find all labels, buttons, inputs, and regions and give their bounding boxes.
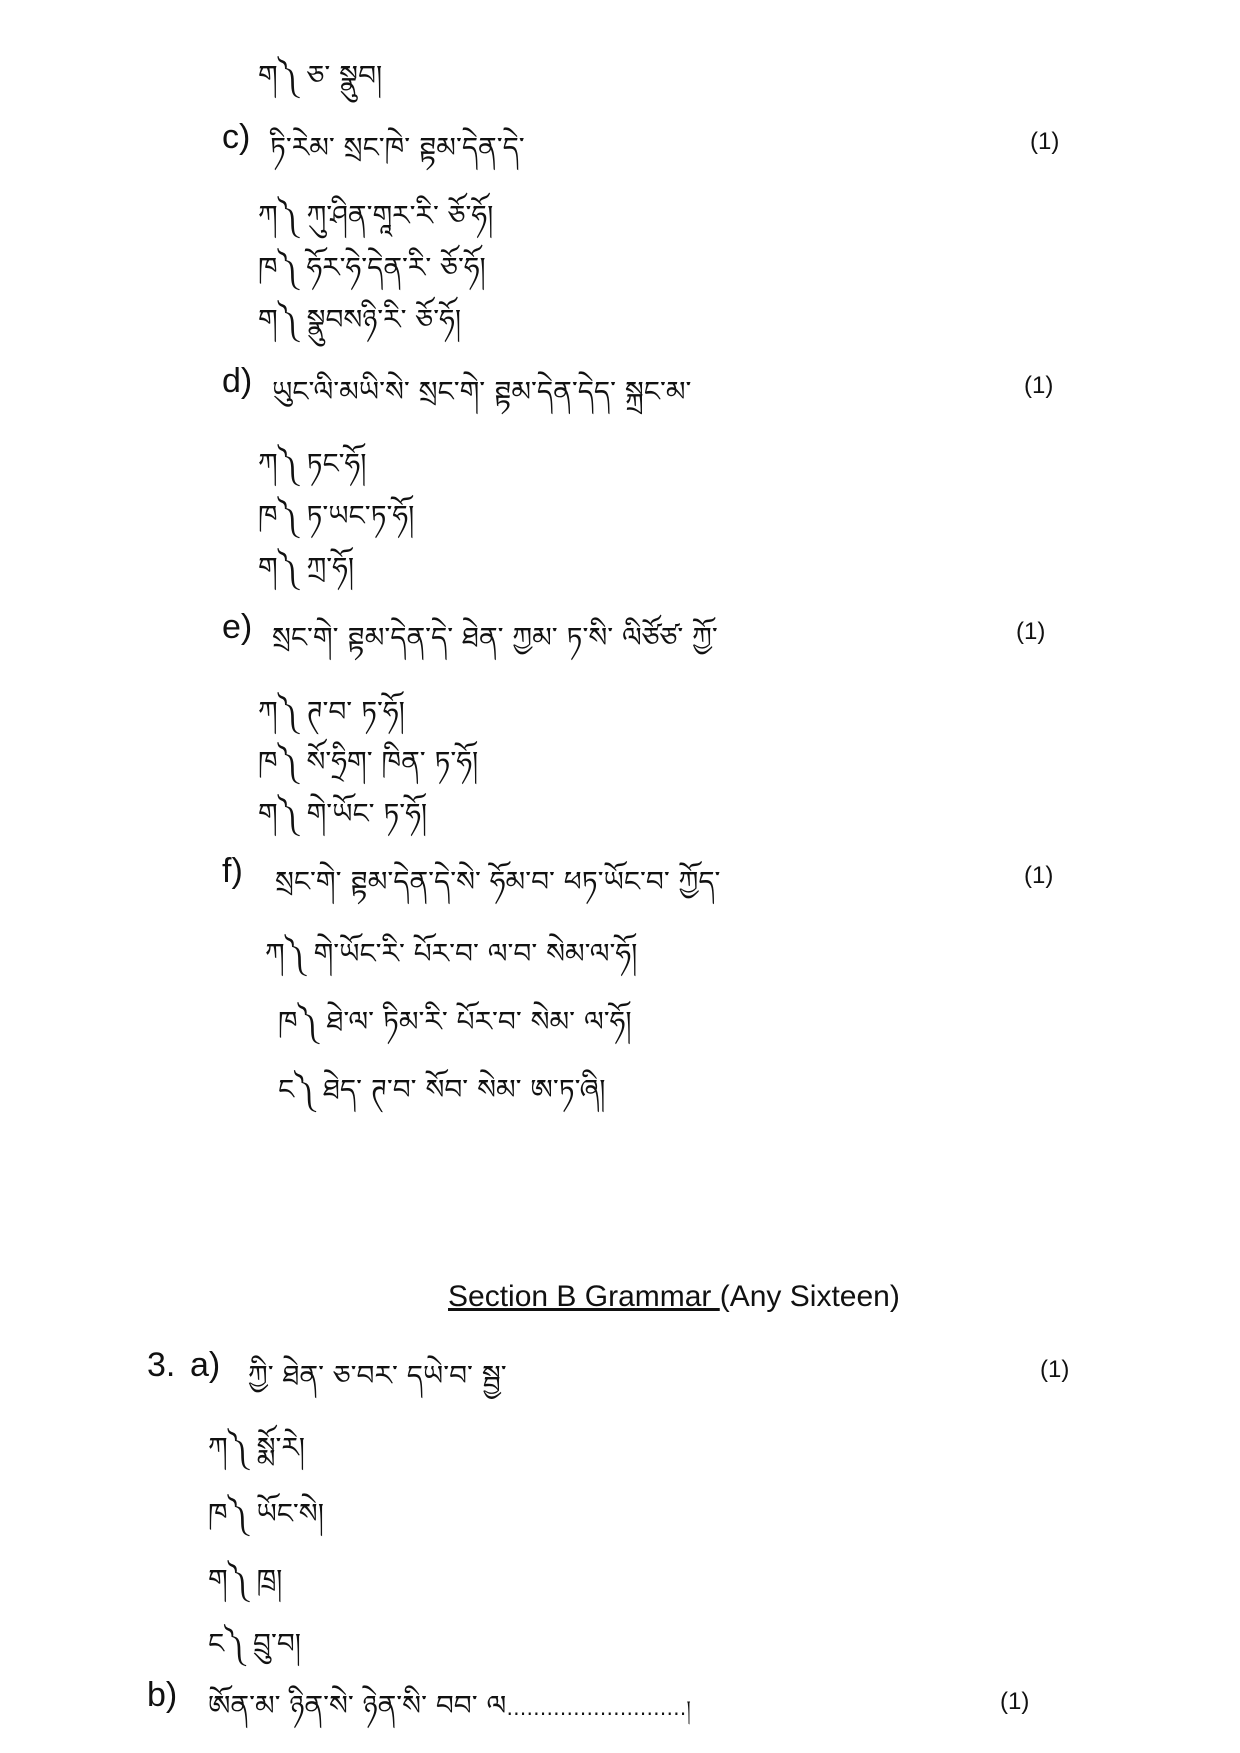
- question-b-text: [208, 1674, 691, 1753]
- question-number: 3.: [147, 1346, 176, 1384]
- option-kha: ཁ༽ ཡོང་སེ།: [208, 1497, 324, 1530]
- option-kha: ཁ༽ ཧོར་ཧེ་དེན་རི་ ཅོ་ཧོ།: [258, 251, 486, 284]
- question-a-text: ཀྱི་ ཐེན་ ཅ་བར་ དཡེ་བ་ སྦྱ་: [248, 1359, 507, 1392]
- question-d-text: ཡུང་ལི་མཡི་སེ་ སྲང་གེ་ ཊྟམ་དེན་དེད་ སྐྲང་མ་: [272, 375, 692, 408]
- question-c-text: ཏི་རེམ་ སྲང་ཁེ་ ཊྟམ་དེན་དེ་: [270, 131, 525, 164]
- question-f-marks: (1): [1024, 862, 1054, 889]
- question-a-marks: (1): [1040, 1356, 1070, 1383]
- question-label-e: e): [222, 608, 253, 646]
- question-c-marks: (1): [1030, 128, 1060, 155]
- option-ga: ག༽ ཅ་ སྣུབ།: [258, 59, 383, 92]
- answer-blank: ………………………།: [506, 1696, 691, 1720]
- question-label-b: b): [147, 1676, 178, 1714]
- section-title: Section B Grammar: [448, 1280, 720, 1313]
- option-kha: ཁ༽ སོ་ཧྲིག་ ཁིན་ ཏ་ཧོ།: [258, 745, 479, 778]
- option-ga: ག༽ ཁྲ།: [208, 1563, 283, 1596]
- question-label-f: f): [222, 852, 243, 890]
- question-label-c: c): [222, 118, 251, 156]
- question-b-stem: ཨོན་མ་ ཉིན་སེ་ ཉེན་སི་ བབ་ ལ: [208, 1689, 507, 1722]
- option-ga: ག༽ སྣུབསཉི་རི་ ཅོ་ཧོ།: [258, 303, 462, 336]
- option-ga: ག༽ གེ་ཡོང་ ཏ་ཧོ།: [258, 797, 428, 830]
- question-e-marks: (1): [1016, 618, 1046, 645]
- option-ga: ག༽ ཀྲ་ཧོ།: [258, 551, 355, 584]
- question-e-text: སྲང་གེ་ ཊྟམ་དེན་དེ་ ཐེན་ ཀྱམ་ ཏ་སི་ ལིཙོཙ་ ཀྱོ་: [272, 621, 718, 654]
- option-ka: ཀ༽ ཊ་བ་ ཏ་ཧོ།: [258, 695, 405, 728]
- option-ka: ཀ༽ གེ་ཡོང་རི་ པོར་བ་ ལ་བ་ སེམ་ལ་ཧོ།: [265, 937, 638, 970]
- option-ka: ཀ༽ ཏང་ཧོ།: [258, 447, 367, 480]
- option-ka: ཀ༽ ཀུ་ཤིན་གཱར་རི་ ཅོ་ཧོ།: [258, 199, 494, 232]
- section-subtitle: (Any Sixteen): [719, 1280, 900, 1313]
- question-label-d: d): [222, 362, 253, 400]
- option-ka: ཀ༽ སྨོ་རེ།: [208, 1431, 306, 1464]
- option-kha: ཁ༽ ཐེ་ལ་ ཏིམ་རི་ པོར་བ་ སེམ་ ལ་ཧོ།: [278, 1005, 632, 1038]
- question-f-text: སྲང་གེ་ ཊྟམ་དེན་དེ་སེ་ ཧོམ་བ་ ཕཏ་ཡོང་བ་ ཀྱོད་: [275, 865, 721, 898]
- option-kha: ཁ༽ ཏ་ཡང་ཏ་ཧོ།: [258, 499, 415, 532]
- option-nga: ང༽ ཐེད་ ཊ་བ་ སོབ་ སེམ་ ཨ་ཏ་ཞི།: [278, 1073, 606, 1106]
- question-d-marks: (1): [1024, 372, 1054, 399]
- option-nga: ང༽ བྲུ་བ།: [208, 1627, 302, 1660]
- question-label-a: a): [190, 1346, 221, 1384]
- section-heading: [448, 1280, 900, 1314]
- question-b-marks: (1): [1000, 1688, 1030, 1715]
